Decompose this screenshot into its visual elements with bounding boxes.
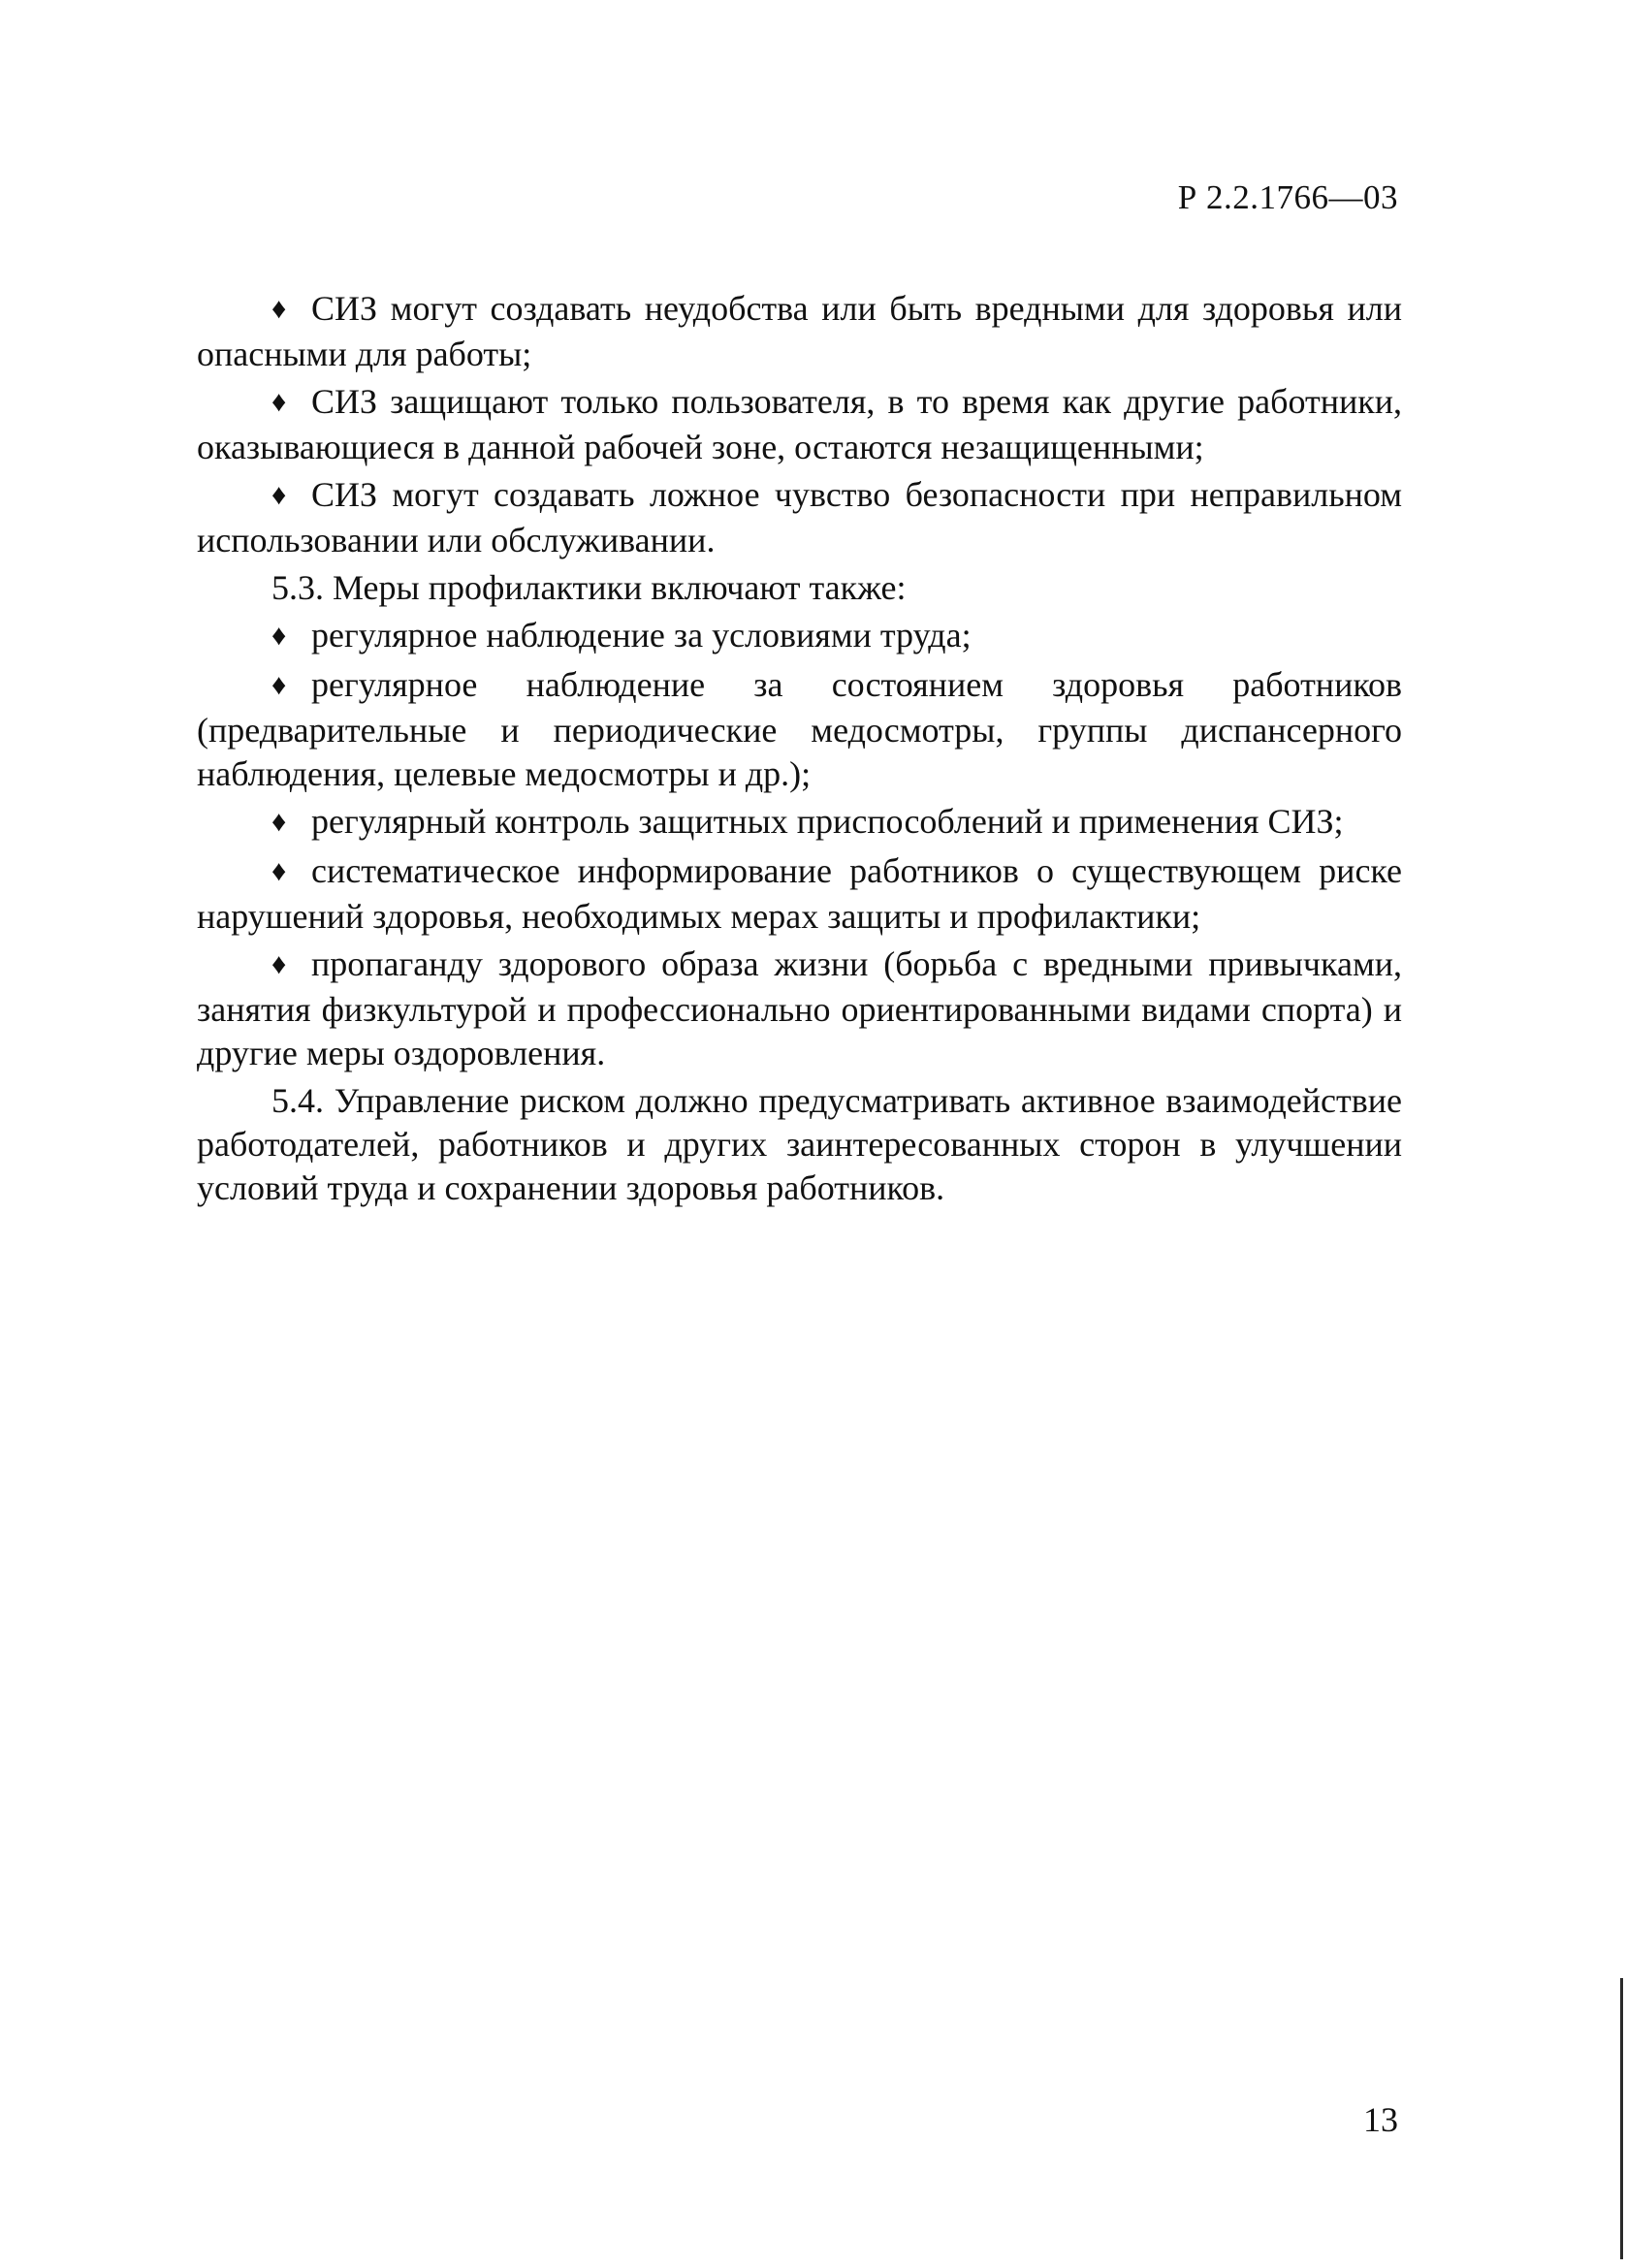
bullet-diamond-icon: ♦	[271, 293, 287, 325]
paragraph-text: систематическое информирование работников о существующем риске нарушений здоровья, необходимых мерах защиты и профилактики;	[197, 851, 1402, 936]
bullet-diamond-icon: ♦	[271, 479, 287, 511]
paragraph-text: регулярный контроль защитных приспособлений и применения СИЗ;	[311, 802, 1344, 841]
paragraph-text: СИЗ защищают только пользователя, в то время как другие работники, оказывающиеся в данной рабочей зоне, остаются незащищенными;	[197, 382, 1402, 466]
body-text	[197, 287, 1402, 1214]
bullet-diamond-icon: ♦	[271, 855, 287, 887]
paragraph-text: 5.4. Управление риском должно предусматривать активное взаимодействие работодателей, работников и других заинтересованных сторон в улучшении условий труда и сохранении здоровья работников.	[197, 1081, 1402, 1207]
paragraph	[197, 800, 1402, 846]
paragraph	[197, 614, 1402, 659]
paragraph	[197, 942, 1402, 1075]
paragraph	[197, 663, 1402, 796]
paragraph	[197, 849, 1402, 939]
paragraph	[197, 287, 1402, 376]
bullet-diamond-icon: ♦	[271, 386, 287, 418]
paragraph-text: регулярное наблюдение за состоянием здоровья работников (предварительные и периодические медосмотры, группы диспансерного наблюдения, целевые медосмотры и др.);	[197, 665, 1402, 793]
section-paragraph	[197, 1079, 1402, 1210]
document-code: Р 2.2.1766—03	[1177, 178, 1398, 216]
paragraph-text: СИЗ могут создавать ложное чувство безопасности при неправильном использовании или обслуживании.	[197, 475, 1402, 559]
paragraph	[197, 473, 1402, 562]
scan-edge-line	[1620, 1978, 1623, 2259]
paragraph-text: СИЗ могут создавать неудобства или быть вредными для здоровья или опасными для работы;	[197, 289, 1402, 373]
section-paragraph	[197, 566, 1402, 610]
paragraph	[197, 380, 1402, 469]
bullet-diamond-icon: ♦	[271, 620, 287, 652]
paragraph-text: 5.3. Меры профилактики включают также:	[271, 568, 907, 607]
paragraph-text: пропаганду здорового образа жизни (борьба с вредными привычками, занятия физкультурой и профессионально ориентированными видами спорта) и другие меры оздоровления.	[197, 944, 1402, 1072]
paragraph-text: регулярное наблюдение за условиями труда;	[311, 616, 972, 655]
bullet-diamond-icon: ♦	[271, 948, 287, 980]
bullet-diamond-icon: ♦	[271, 806, 287, 838]
page-number: 13	[1363, 2100, 1398, 2139]
bullet-diamond-icon: ♦	[271, 669, 287, 701]
